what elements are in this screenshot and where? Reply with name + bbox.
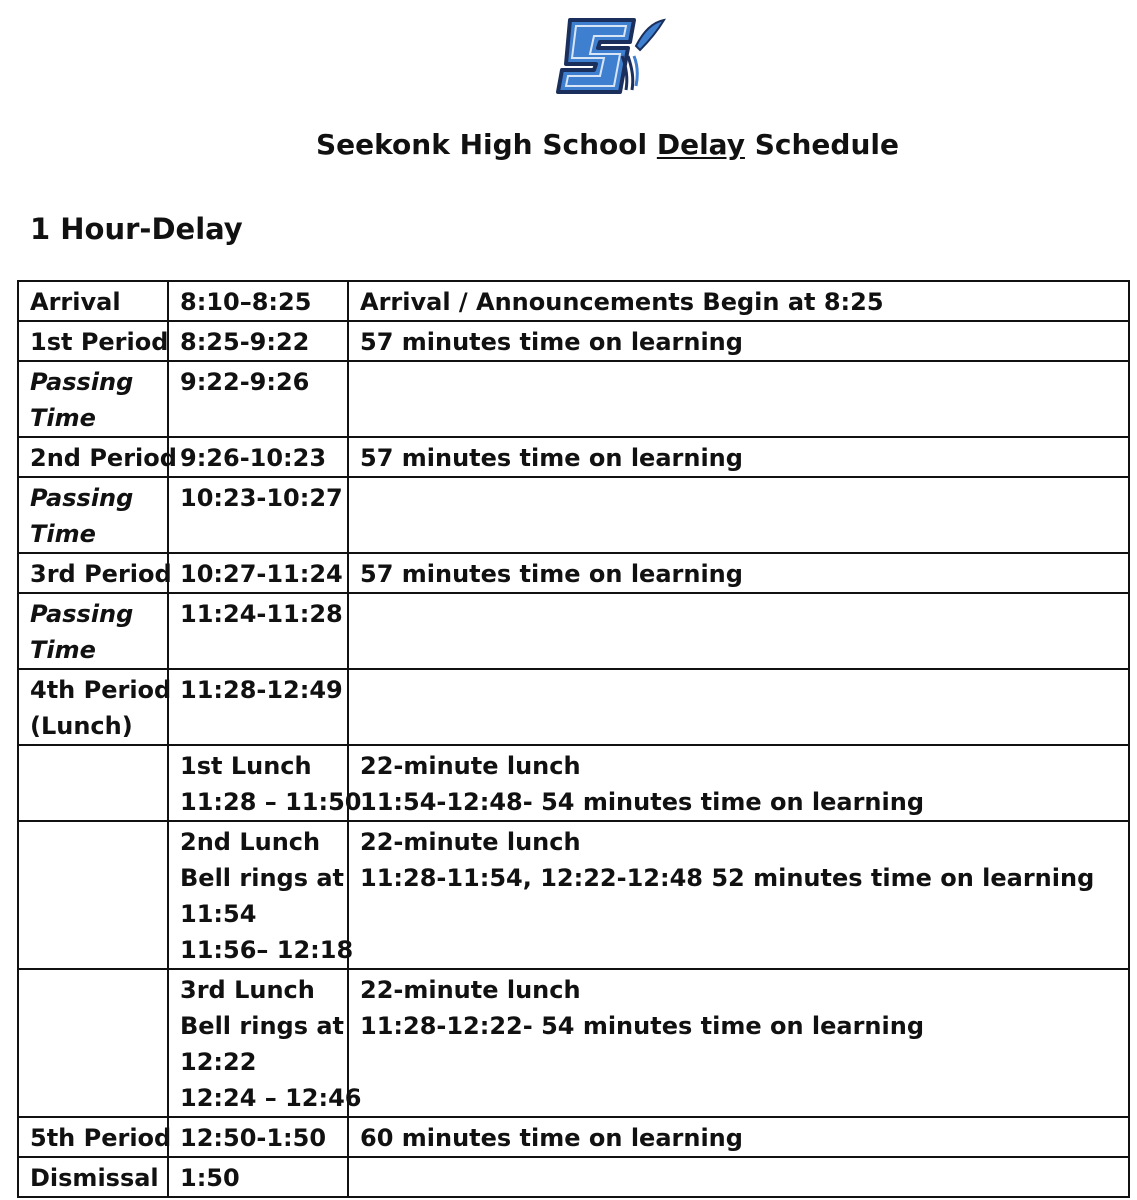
notes-cell-line: 11:28-12:22- 54 minutes time on learning [360,1012,924,1040]
time-cell [168,361,348,437]
time-cell-line: 12:22 [180,1048,257,1076]
period-cell [18,593,168,669]
table-row [18,821,1129,969]
period-cell-line: 1st Period [30,328,169,356]
time-cell-line: 2nd Lunch [180,828,321,856]
seekonk-s-logo-icon [556,16,668,96]
time-cell-line: 11:28-12:49 [180,676,343,704]
notes-cell [348,361,1129,437]
time-cell [168,669,348,745]
table-row [18,361,1129,437]
notes-cell [348,821,1129,969]
notes-cell [348,1157,1129,1197]
notes-cell [348,745,1129,821]
notes-cell-line: 22-minute lunch [360,828,581,856]
period-cell-line: Passing [30,368,134,396]
period-cell-line: 5th Period [30,1124,172,1152]
period-cell-line: Time [30,520,96,548]
period-cell-line: Dismissal [30,1164,159,1192]
notes-cell-line: 60 minutes time on learning [360,1124,743,1152]
time-cell-line: 8:25-9:22 [180,328,310,356]
notes-cell [348,969,1129,1117]
time-cell [168,969,362,1117]
period-cell [18,477,168,553]
notes-cell [348,477,1129,553]
page-title [0,128,1137,161]
period-cell [18,553,172,593]
notes-cell-line: 11:54-12:48- 54 minutes time on learning [360,788,924,816]
time-cell-line: 11:54 [180,900,257,928]
time-cell-line: 10:27-11:24 [180,560,343,588]
notes-cell [348,321,1129,361]
period-cell [18,1117,172,1157]
table-row [18,1117,1129,1157]
table-row [18,477,1129,553]
period-cell-line: Time [30,636,96,664]
period-cell-line: Arrival [30,288,121,316]
notes-cell-line: 57 minutes time on learning [360,444,743,472]
period-cell [18,669,172,745]
table-row [18,437,1129,477]
notes-cell [348,553,1129,593]
table-row [18,553,1129,593]
period-cell-line: 3rd Period [30,560,172,588]
notes-cell-line: 57 minutes time on learning [360,328,743,356]
time-cell [168,745,362,821]
period-cell [18,281,168,321]
notes-cell-line: 11:28-11:54, 12:22-12:48 52 minutes time on learning [360,864,1095,892]
period-cell [18,437,177,477]
time-cell [168,553,348,593]
section-heading: 1 Hour-Delay [30,212,243,246]
time-cell-line: 9:22-9:26 [180,368,310,396]
time-cell-line: 1:50 [180,1164,240,1192]
table-row [18,321,1129,361]
period-cell [18,1157,168,1197]
schedule-body [18,281,1129,1197]
table-row [18,669,1129,745]
time-cell-line: 3rd Lunch [180,976,315,1004]
time-cell-line: 1st Lunch [180,752,312,780]
notes-cell-line: 22-minute lunch [360,976,581,1004]
notes-cell-line: 22-minute lunch [360,752,581,780]
time-cell-line: 11:28 – 11:50 [180,788,362,816]
notes-cell [348,437,1129,477]
period-cell [18,969,168,1117]
title-suffix: Schedule [744,128,899,161]
period-cell-line: 4th Period [30,676,172,704]
time-cell [168,593,348,669]
schedule-table [17,280,1130,1198]
table-row [18,593,1129,669]
time-cell-line: 12:24 – 12:46 [180,1084,362,1112]
time-cell-line: 11:24-11:28 [180,600,343,628]
time-cell [168,437,348,477]
notes-cell [348,593,1129,669]
table-row [18,1157,1129,1197]
time-cell-line: Bell rings at [180,1012,345,1040]
period-cell-line: 2nd Period [30,444,177,472]
title-prefix: Seekonk High School [316,128,657,161]
time-cell [168,281,348,321]
time-cell [168,1157,348,1197]
period-cell-line: Time [30,404,96,432]
period-cell-line: Passing [30,600,134,628]
notes-cell [348,669,1129,745]
time-cell-line: Bell rings at [180,864,345,892]
time-cell-line: 9:26-10:23 [180,444,327,472]
table-row [18,281,1129,321]
time-cell-line: 12:50-1:50 [180,1124,327,1152]
period-cell-line: (Lunch) [30,712,133,740]
title-underlined-word: Delay [656,128,745,161]
time-cell [168,821,354,969]
period-cell [18,321,168,361]
notes-cell-line: 57 minutes time on learning [360,560,743,588]
notes-cell [348,281,1129,321]
period-cell [18,745,168,821]
period-cell-line: Passing [30,484,134,512]
time-cell-line: 11:56– 12:18 [180,936,354,964]
table-row [18,745,1129,821]
notes-cell [348,1117,1129,1157]
time-cell [168,1117,348,1157]
school-logo [556,16,668,96]
time-cell [168,321,348,361]
notes-cell-line: Arrival / Announcements Begin at 8:25 [360,288,884,316]
time-cell-line: 10:23-10:27 [180,484,343,512]
period-cell [18,821,168,969]
period-cell [18,361,168,437]
table-row [18,969,1129,1117]
time-cell [168,477,348,553]
time-cell-line: 8:10–8:25 [180,288,312,316]
